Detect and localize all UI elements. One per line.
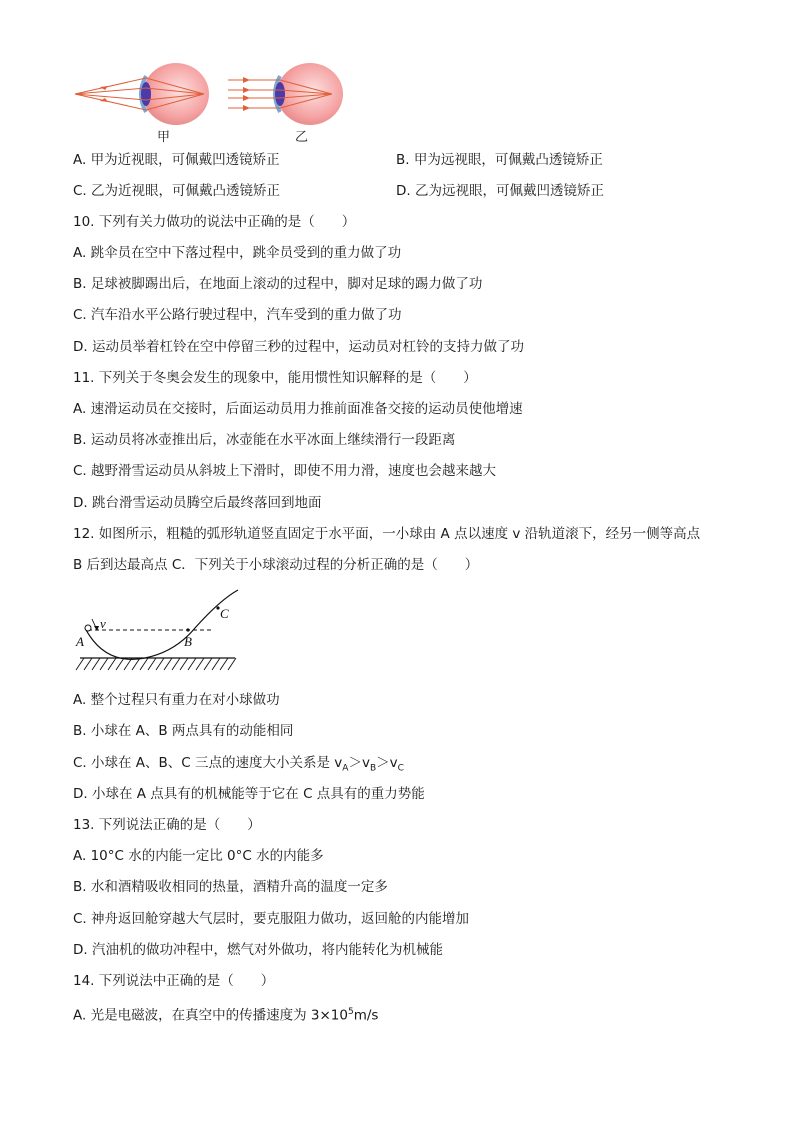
q13-option-b: B. 水和酒精吸收相同的热量，酒精升高的温度一定多	[73, 879, 388, 895]
label-b: B	[184, 634, 192, 649]
ray-jia-3	[75, 88, 146, 94]
ground-hatch	[76, 658, 236, 670]
q9-option-d: D. 乙为远视眼，可佩戴凹透镜矫正	[396, 183, 604, 199]
q10-stem: 10. 下列有关力做功的说法中正确的是（ ）	[73, 214, 356, 230]
q11-option-a: A. 速滑运动员在交接时，后面运动员用力推前面准备交接的运动员使他增速	[73, 401, 523, 417]
q11-option-c: C. 越野滑雪运动员从斜坡上下滑时，即使不用力滑，速度也会越来越大	[73, 463, 497, 479]
caption-jia: 甲	[157, 130, 171, 145]
ball-at-a	[85, 625, 91, 631]
q12-option-d: D. 小球在 A 点具有的机械能等于它在 C 点具有的重力势能	[73, 786, 425, 802]
q12-option-b: B. 小球在 A、B 两点具有的动能相同	[73, 723, 294, 739]
q13-option-d: D. 汽油机的做功冲程中，燃气对外做功，将内能转化为机械能	[73, 942, 443, 958]
q14-stem: 14. 下列说法中正确的是（ ）	[73, 973, 275, 989]
q14-option-a-prefix: A. 光是电磁波，在真空中的传播速度为 3×10	[73, 1007, 348, 1024]
q12-stem-line2: B 后到达最高点 C．下列关于小球滚动过程的分析正确的是（ ）	[73, 557, 479, 573]
q12-sub-b: B	[369, 763, 377, 774]
q9-option-a: A. 甲为近视眼，可佩戴凹透镜矫正	[73, 152, 280, 168]
eye-yi-diagram	[228, 63, 343, 125]
q14-option-a	[73, 1002, 378, 1026]
ray-jia-2	[75, 94, 146, 110]
q12-sub-a: A	[342, 763, 349, 774]
eye-jia-diagram	[75, 63, 209, 125]
q10-option-c: C. 汽车沿水平公路行驶过程中，汽车受到的重力做了功	[73, 307, 402, 323]
q9-option-c: C. 乙为近视眼，可佩戴凸透镜矫正	[73, 183, 281, 199]
q11-option-d: D. 跳台滑雪运动员腾空后最终落回到地面	[73, 495, 322, 511]
q11-stem: 11. 下列关于冬奥会发生的现象中，能用惯性知识解释的是（ ）	[73, 370, 477, 386]
q14-exponent: 5	[347, 1007, 354, 1017]
ray-jia-4	[75, 94, 146, 100]
caption-yi: 乙	[295, 130, 309, 145]
q11-option-b: B. 运动员将冰壶推出后，冰壶能在水平冰面上继续滑行一段距离	[73, 432, 456, 448]
q13-option-c: C. 神舟返回舱穿越大气层时，要克服阻力做功，返回舱的内能增加	[73, 911, 470, 927]
q12-gt-1: ＞v	[348, 755, 370, 771]
eyeball-yi	[277, 63, 343, 125]
q10-option-a: A. 跳伞员在空中下落过程中，跳伞员受到的重力做了功	[73, 245, 402, 261]
eye-diagram-figure	[70, 60, 360, 130]
ray-jia-1	[75, 78, 146, 94]
lens-jia	[141, 82, 151, 106]
curved-track	[85, 590, 238, 659]
label-c: C	[220, 606, 229, 621]
label-a: A	[76, 634, 84, 649]
q12-sub-c: C	[397, 763, 404, 774]
q13-option-a: A. 10°C 水的内能一定比 0°C 水的内能多	[73, 848, 324, 864]
q12-gt-2: ＞v	[376, 755, 398, 771]
q13-stem: 13. 下列说法正确的是（ ）	[73, 817, 261, 833]
q12-option-a: A. 整个过程只有重力在对小球做功	[73, 692, 280, 708]
q12-stem-line1: 12. 如图所示，粗糙的弧形轨道竖直固定于水平面，一小球由 A 点以速度 v 沿轨道滚下，经另一侧等高点	[73, 526, 701, 542]
q10-option-d: D. 运动员举着杠铃在空中停留三秒的过程中，运动员对杠铃的支持力做了功	[73, 339, 524, 355]
label-v: v	[100, 616, 106, 631]
q10-option-b: B. 足球被脚踢出后，在地面上滚动的过程中，脚对足球的踢力做了功	[73, 276, 483, 292]
q12-option-c-prefix: C. 小球在 A、B、C 三点的速度大小关系是 v	[73, 755, 343, 771]
q9-option-b: B. 甲为远视眼，可佩戴凸透镜矫正	[396, 152, 603, 168]
eyeball-jia	[143, 63, 209, 125]
q12-option-c	[73, 753, 404, 779]
lens-yi	[275, 82, 285, 106]
q12-track-figure	[70, 586, 250, 678]
q14-unit: m/s	[353, 1007, 379, 1024]
point-b	[186, 628, 189, 631]
